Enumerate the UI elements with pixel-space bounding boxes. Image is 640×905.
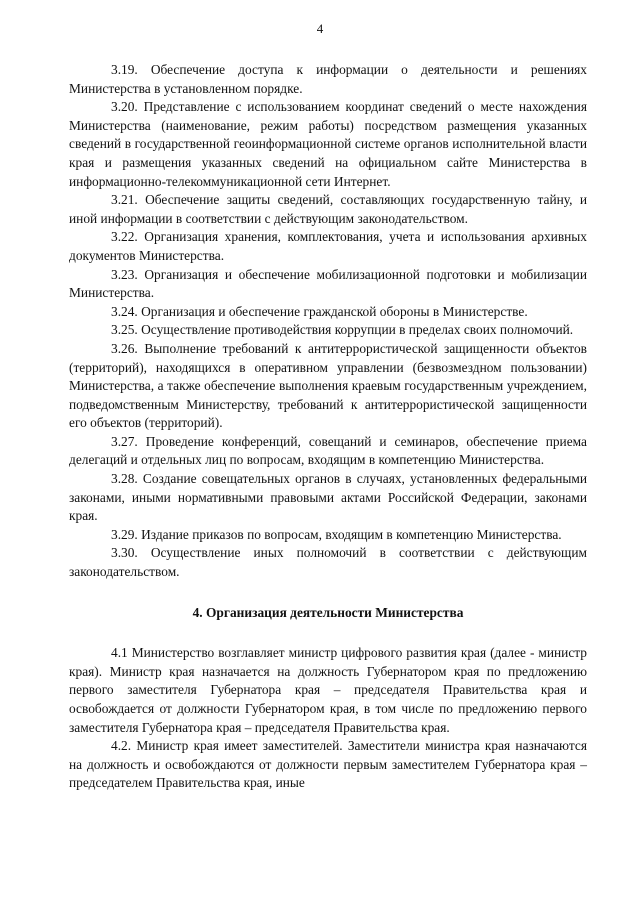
paragraph-3-20: 3.20. Представление с использованием координат сведений о месте нахождения Министерства (наименование, режим работы) посредством размещения указанных сведений в государственной геоинформационной системе органов исполнительной власти края и размещения указанных сведений на официальном сайте Министерства в информационно-телекоммуникационной сети Интернет. [69,99,587,189]
paragraph-3-25: 3.25. Осуществление противодействия коррупции в пределах своих полномочий. [111,322,574,338]
paragraph-3-27: 3.27. Проведение конференций, совещаний и семинаров, обеспечение приема делегаций и отдельных лиц по вопросам, входящим в компетенцию Министерства. [69,433,587,468]
paragraph-3-24: 3.24. Организация и обеспечение гражданской обороны в Министерстве. [111,303,528,319]
page-number: 4 [316,21,324,36]
paragraph-3-23: 3.23. Организация и обеспечение мобилизационной подготовки и мобилизации Министерства. [69,266,587,301]
paragraph-4-1: 4.1 Министерство возглавляет министр цифрового развития края (далее - министр края). Министр края назначается на должность Губернатором края по предложению первого заместителя Губернатора края – председателя Правительства края и освобождается от должности Губернатором края, в том числе по предложению первого заместителя Губернатора края – председателя Правительства края. [69,645,587,735]
paragraph-3-30: 3.30. Осуществление иных полномочий в соответствии с действующим законодательством. [69,545,587,580]
paragraph-3-19: 3.19. Обеспечение доступа к информации о деятельности и решениях Министерства в установленном порядке. [69,62,587,96]
section-heading: 4. Организация деятельности Министерства [192,604,464,620]
paragraph-3-21: 3.21. Обеспечение защиты сведений, составляющих государственную тайну, и иной информации в соответствии с действующим законодательством. [69,192,587,226]
paragraph-3-26: 3.26. Выполнение требований к антитеррористической защищенности объектов (территорий), находящихся в оперативном управлении (безвозмездном пользовании) Министерства, а также обеспечение выполнения краевым государственным учреждением, подведомственным Министерству, требований к антитеррористической защищенности его объектов (территорий). [69,340,587,431]
document-body [69,61,587,793]
paragraph-3-28: 3.28. Создание совещательных органов в случаях, установленных федеральными законами, иными нормативными правовыми актами Российской Федерации, законами края. [69,471,587,524]
paragraph-4-2: 4.2. Министр края имеет заместителей. Заместители министра края назначаются на должность и освобождаются от должности первым заместителем Губернатора края – председателем Правительства края, иные [69,738,587,791]
paragraph-3-22: 3.22. Организация хранения, комплектования, учета и использования архивных документов Министерства. [69,229,587,263]
paragraph-3-29: 3.29. Издание приказов по вопросам, входящим в компетенцию Министерства. [111,526,562,542]
